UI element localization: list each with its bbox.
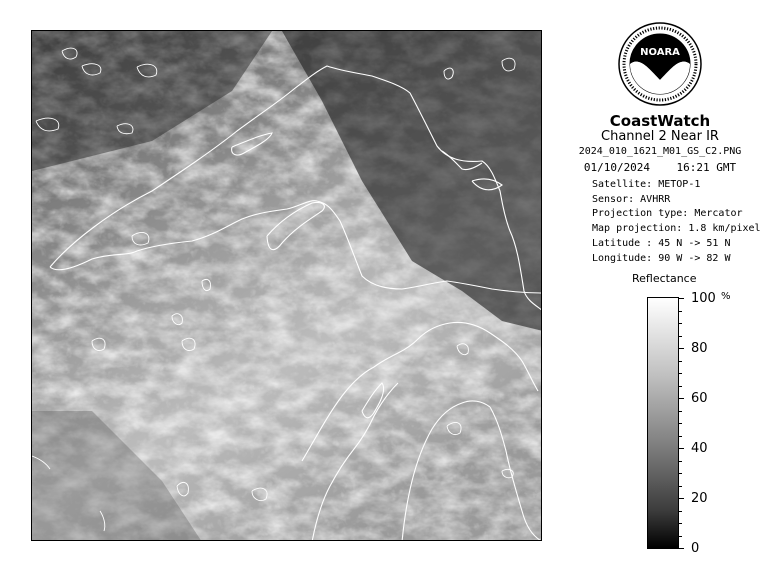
filename-label: 2024_010_1621_M01_GS_C2.PNG	[578, 146, 742, 157]
satellite-label: Satellite: METOP-1	[592, 179, 701, 190]
colorbar-tick	[679, 348, 684, 349]
colorbar-tick	[679, 323, 682, 324]
reflectance-colorbar	[647, 297, 679, 549]
colorbar-tick-label: 40	[691, 441, 708, 456]
colorbar-tick	[679, 398, 684, 399]
colorbar-tick	[679, 486, 682, 487]
logo-text: NOARA	[640, 47, 680, 58]
sensor-label: Sensor: AVHRR	[592, 194, 671, 205]
colorbar-tick-label: 60	[691, 391, 708, 406]
colorbar-tick	[679, 411, 682, 412]
datetime-label: 01/10/2024 16:21 GMT	[583, 161, 737, 174]
colorbar-tick	[679, 423, 682, 424]
colorbar-tick	[679, 361, 682, 362]
colorbar-tick	[679, 548, 684, 549]
colorbar-tick	[679, 373, 682, 374]
channel-label: Channel 2 Near IR	[601, 129, 719, 144]
brand-title: CoastWatch	[609, 112, 711, 130]
colorbar-tick	[679, 298, 684, 299]
noaa-logo-icon	[618, 22, 702, 106]
satellite-map[interactable]	[31, 30, 542, 541]
projection-type-label: Projection type: Mercator	[592, 208, 743, 219]
longitude-label: Longitude: 90 W -> 82 W	[592, 253, 731, 264]
latitude-label: Latitude : 45 N -> 51 N	[592, 238, 731, 249]
colorbar-tick	[679, 386, 682, 387]
colorbar-tick	[679, 511, 682, 512]
colorbar-tick	[679, 461, 682, 462]
colorbar-tick-label: 100	[691, 291, 716, 306]
colorbar-tick-label: 20	[691, 491, 708, 506]
scale-title: Reflectance	[632, 272, 697, 285]
colorbar-tick-label: 80	[691, 341, 708, 356]
colorbar-axis	[679, 291, 739, 556]
colorbar-tick	[679, 473, 682, 474]
colorbar-tick	[679, 448, 684, 449]
colorbar-tick-label: 0	[691, 541, 700, 556]
colorbar-tick	[679, 498, 684, 499]
colorbar-tick	[679, 523, 682, 524]
colorbar-tick	[679, 311, 682, 312]
colorbar-tick	[679, 536, 682, 537]
colorbar-tick	[679, 436, 682, 437]
satellite-image	[32, 31, 542, 541]
map-projection-label: Map projection: 1.8 km/pixel	[592, 223, 761, 234]
colorbar-tick	[679, 336, 682, 337]
scale-unit: %	[721, 291, 731, 302]
